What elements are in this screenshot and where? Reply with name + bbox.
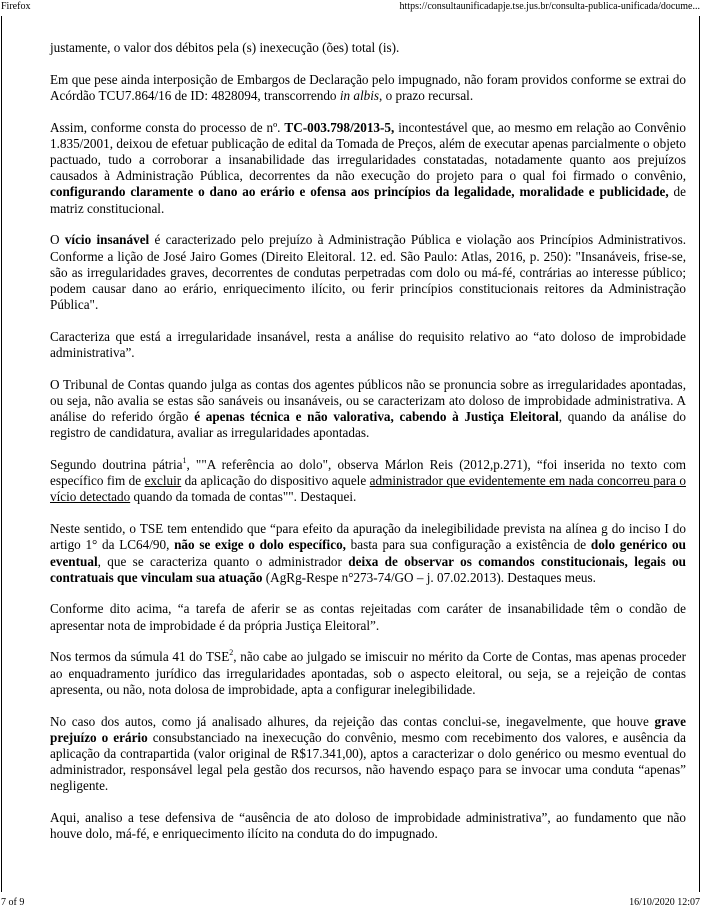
page-counter: 7 of 9 (1, 897, 25, 908)
italic-term: in albis (339, 87, 380, 103)
print-datetime: 16/10/2020 12:07 (629, 897, 700, 908)
paragraph-4: O vício insanável é caracterizado pelo prejuízo à Administração Pública e violação aos Princípios Administrativos. Conforme a lição de José Jairo Gomes (Direito Eleitoral. 12. ed. São Paulo: Atlas, 2016, p. 250): "Insanáveis, frise-se, são as irregularidades graves, decorrentes de condutas perpetradas com dolo ou má-fé, contrárias ao interesse público; podem causar dano ao erário, enriquecimento ilícito, ou ferir princípios constitucionais reitores da Administração Pública". (50, 232, 686, 313)
paragraph-6: O Tribunal de Contas quando julga as contas dos agentes públicos não se pronuncia sobre as irregularidades apontadas, ou seja, não avalia se estas são sanáveis ou insanáveis, ou se caracterizam ato doloso de improbidade administrativa. A análise do referido órgão é apenas técnica e não valorativa, cabendo à Justiça Eleitoral, quando da análise do registro de candidatura, avaliar as irregularidades apontadas. (50, 376, 687, 441)
bold-emphasis: dolo genérico ou eventual (50, 537, 686, 569)
underlined-text: administrador que evidentemente em nada concorreu para o vício detectado (50, 473, 686, 505)
bold-emphasis: é apenas técnica e não valorativa, cabendo à Justiça Eleitoral (194, 409, 559, 425)
bold-emphasis: deixa de observar os comandos constitucionais, legais ou contratuais que vinculam sua atuação (50, 553, 686, 585)
paragraph-10: Nos termos da súmula 41 do TSE$^2$, não cabe ao julgado se imiscuir no mérito da Corte de Contas, mas apenas proceder ao enquadramento jurídico das irregularidades apontadas, sob o aspecto eleitoral, ou seja, se a rejeição de contas apresenta, ou não, nota dolosa de improbidade, apta a configurar inelegibilidade. (50, 648, 686, 697)
footnote-ref-2[interactable]: 2 (229, 648, 234, 658)
browser-app-name: Firefox (1, 1, 31, 12)
process-number: TC-003.798/2013-5, (284, 119, 395, 135)
footnote-ref-1[interactable]: 1 (182, 456, 187, 466)
bold-emphasis: não se exige o dolo específico, (174, 537, 346, 553)
paragraph-8: Neste sentido, o TSE tem entendido que “para efeito da apuração da inelegibilidade prevista na alínea g do inciso I do artigo 1° da LC64/90, não se exige o dolo específico, basta para sua configuração a existência de dolo genérico ou eventual, que se caracteriza quanto o administrador deixa de observar os comandos constitucionais, legais ou contratuais que vinculam sua atuação (AgRg-Respe n°273-74/GO – j. 07.02.2013). Destaques meus. (50, 521, 686, 585)
paragraph-7: Segundo doutrina pátria$^1$, ""A referência ao dolo", observa Márlon Reis (2012,p.271), “foi inserida no texto com específico fim de excluir da aplicação do dispositivo aquele administrador que evidentemente em nada concorreu para o vício detectado quando da tomada de contas"". Destaquei. (50, 456, 687, 505)
page-url: https://consultaunificadapje.tse.jus.br/consulta-publica-unificada/docume... (399, 1, 700, 12)
paragraph-2: Em que pese ainda interposição de Embargos de Declaração pelo impugnado, não foram providos conforme se extrai do Acórdão TCU7.864/16 de ID: 4828094, transcorrendo in albis, o prazo recursal. (50, 71, 686, 103)
paragraph-5: Caracteriza que está a irregularidade insanável, resta a análise do requisito relativo ao “ato doloso de improbidade administrativa”. (50, 328, 686, 361)
paragraph-1: justamente, o valor dos débitos pela (s) inexecução (ões) total (is). (50, 40, 400, 55)
paragraph-9: Conforme dito acima, “a tarefa de aferir se as contas rejeitadas com caráter de insanabilidade têm o condão de apresentar nota de improbidade é da própria Justiça Eleitoral”. (50, 601, 686, 633)
underlined-text: excluir (144, 473, 182, 489)
bold-emphasis: grave prejuízo o erário (50, 713, 686, 745)
paragraph-11: No caso dos autos, como já analisado alhures, da rejeição das contas conclui-se, inegavelmente, que houve grave prejuízo o erário consubstanciado na inexecução do convênio, mesmo com recebimento dos valores, e ausência da aplicação da contrapartida (valor original de R$17.341,00), aptos a caracterizar o dolo genérico ou mesmo eventual do administrador, responsável legal pela gestão dos recursos, não havendo espaço para se invocar uma conduta “apenas” negligente. (50, 713, 686, 794)
paragraph-3: Assim, conforme consta do processo de nº. TC-003.798/2013-5, incontestável que, ao mesmo em relação ao Convênio 1.835/2001, deixou de efetuar publicação de edital da Tomada de Preços, além de executar apenas parcialmente o objeto pactuado, tudo a corroborar a insanabilidade das irregularidades constatadas, notadamente quanto aos prejuízos causados à Administração Pública, decorrentes da não execução do projeto para o qual foi firmado o convênio, configurando claramente o dano ao erário e ofensa aos princípios da legalidade, moralidade e publicidade, de matriz constitucional. (50, 119, 687, 216)
bold-emphasis: configurando claramente o dano ao erário e ofensa aos princípios da legalidade, moralidade e publicidade, (50, 184, 669, 200)
paragraph-12: Aqui, analiso a tese defensiva de “ausência de ato doloso de improbidade administrativa”, ao fundamento que não houve dolo, má-fé, e enriquecimento ilícito na conduta do do impugnado. (50, 810, 686, 842)
bold-emphasis: vício insanável (64, 232, 150, 248)
document-body (50, 40, 686, 842)
